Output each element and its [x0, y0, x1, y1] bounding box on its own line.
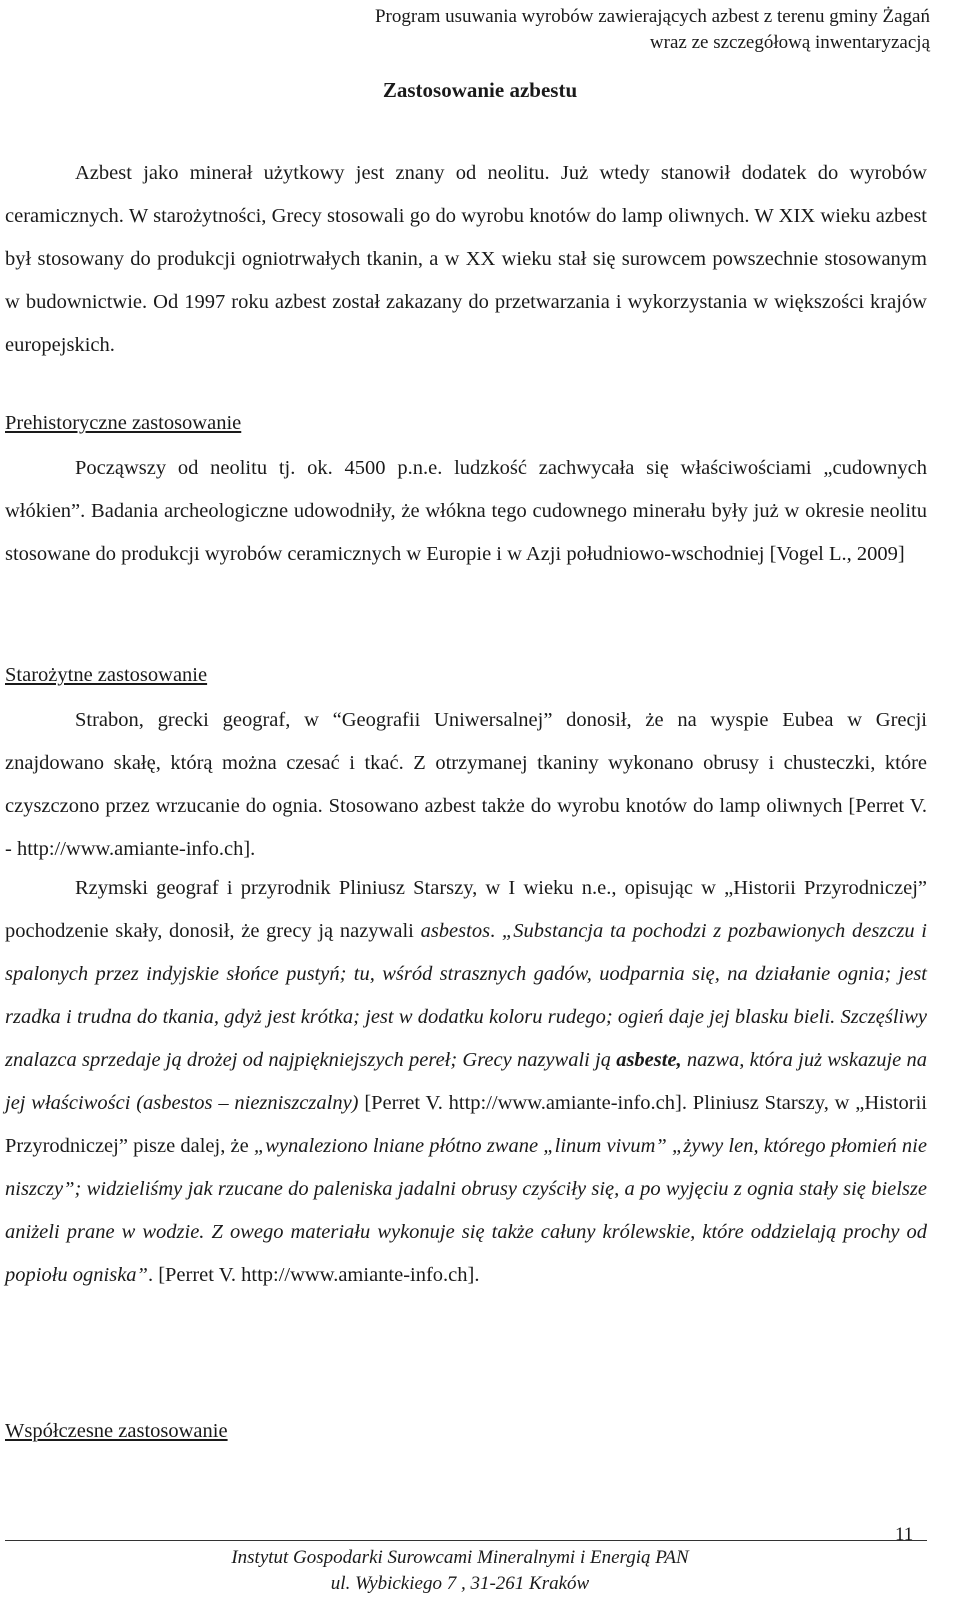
ancient-heading: Starożytne zastosowanie — [5, 664, 208, 686]
pliny-text-4: . [Perret V. http://www.amiante-info.ch]. — [147, 1264, 480, 1286]
asbestos-term: asbestos — [420, 920, 491, 942]
page-footer — [130, 1545, 790, 1597]
pliny-quote-1-end: nazwa, która już wskazuje na jej właściwości (asbestos – niezniszczalny) — [5, 1049, 927, 1114]
footer-divider — [5, 1540, 927, 1541]
header-title: Program usuwania wyrobów zawierających azbest z terenu gminy Żagań — [374, 6, 930, 27]
ancient-paragraph-2 — [5, 867, 927, 1297]
modern-heading: Współczesne zastosowanie — [5, 1420, 228, 1442]
pliny-quote-1 — [5, 920, 927, 1114]
pliny-text-1: Rzymski geograf i przyrodnik Pliniusz Starszy, w I wieku n.e., opisując w „Historii Przyrodniczej” pochodzenie skały, donosił, że grecy ją nazywali — [5, 877, 927, 942]
pliny-quote-1-text: „Substancja ta pochodzi z pozbawionych deszczu i spalonych przez indyjskie słońce pustyń; tu, wśród strasznych gadów, uodparnia się, na działanie ognia; jest rzadka i trudna do tkania, gdyż jest krótka; jest w dodatku koloru rudego; ogień daje jej blasku bieli. Szczęśliwy znalazca sprzedaje ją drożej od najpiękniejszych pereł; Grecy nazywali ją — [5, 920, 928, 1071]
page-header — [0, 4, 930, 56]
prehistoric-heading: Prehistoryczne zastosowanie — [5, 412, 242, 434]
header-subtitle: wraz ze szczegółową inwentaryzacją — [649, 32, 930, 53]
intro-paragraph: Azbest jako minerał użytkowy jest znany od neolitu. Już wtedy stanowił dodatek do wyrobów ceramicznych. W starożytności, Grecy stosowali go do wyrobu knotów do lamp oliwnych. W XIX wieku azbest był stosowany do produkcji ogniotrwałych tkanin, a w XX wieku stał się surowcem powszechnie stosowanym w budownictwie. Od 1997 roku azbest został zakazany do przetwarzania i wykorzystania w większości krajów europejskich. — [5, 162, 927, 356]
section-title: Zastosowanie azbestu — [382, 78, 578, 102]
footer-address: ul. Wybickiego 7 , 31-261 Kraków — [330, 1573, 590, 1594]
pliny-text-3: [Perret V. http://www.amiante-info.ch]. Pliniusz Starszy, w „Historii Przyrodniczej” pisze dalej, że — [5, 1092, 927, 1157]
pliny-text-2: . — [490, 920, 502, 942]
prehistoric-paragraph: Począwszy od neolitu tj. ok. 4500 p.n.e. ludzkość zachwycała się właściwościami „cudownych włókien”. Badania archeologiczne udowodniły, że włókna tego cudownego minerału były już w okresie neolitu stosowane do produkcji wyrobów ceramicznych w Europie i w Azji południowo-wschodniej [Vogel L., 2009] — [5, 457, 927, 565]
ancient-paragraph-1: Strabon, grecki geograf, w “Geografii Uniwersalnej” donosił, że na wyspie Eubea w Grecji znajdowano skałę, którą można czesać i tkać. Z otrzymanej tkaniny wykonano obrusy i chusteczki, które czyszczono przez wrzucanie do ognia. Stosowano azbest także do wyrobu knotów do lamp oliwnych [Perret V. - http://www.amiante-info.ch]. — [5, 709, 927, 860]
page-number: 11 — [895, 1524, 914, 1545]
asbeste-term: asbeste, — [616, 1049, 682, 1071]
pliny-quote-2: „wynaleziono lniane płótno zwane „linum vivum” „żywy len, którego płomień nie niszczy”; widzieliśmy jak rzucane do paleniska jadalni obrusy czyściły się, a po wyjęciu z ognia stały się bielsze aniżeli prane w wodzie. Z owego materiału wykonuje się także całuny królewskie, które oddzielają prochy od popiołu ogniska” — [5, 1135, 927, 1286]
footer-institute: Instytut Gospodarki Surowcami Mineralnymi i Energią PAN — [231, 1547, 689, 1568]
